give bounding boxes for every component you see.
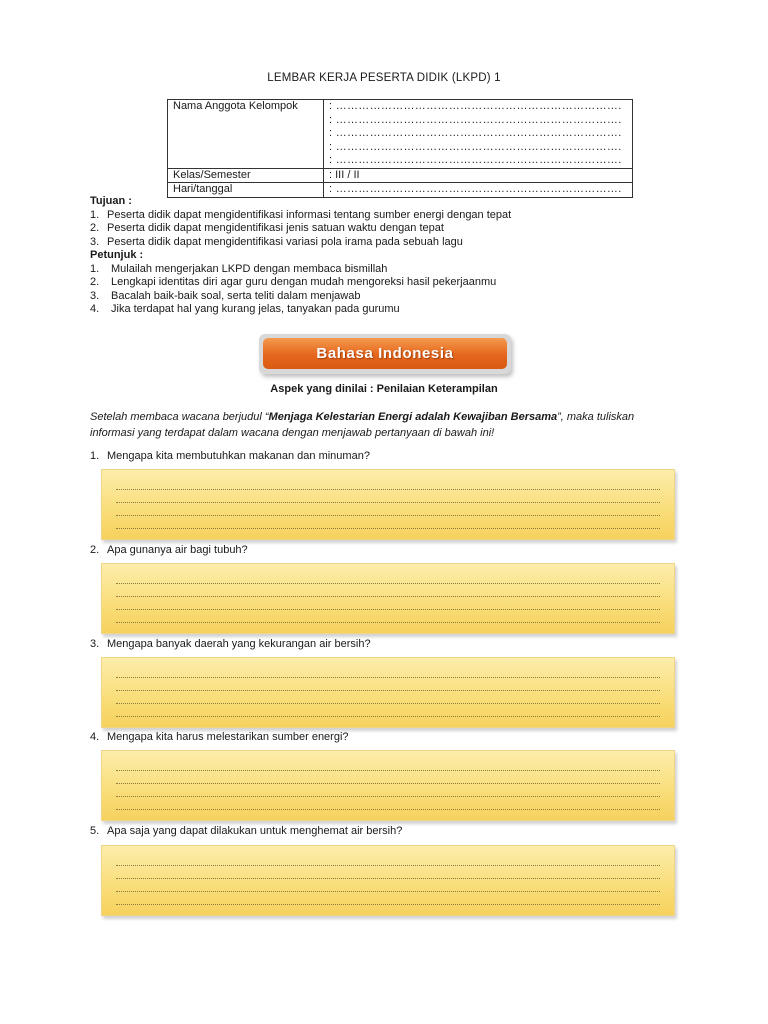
answer-line (116, 879, 660, 892)
class-semester-value: : III / II (324, 168, 633, 183)
member-line-4[interactable]: : …………………………………………………………………. (329, 140, 622, 153)
objective-item: 3. Peserta didik dapat mengidentifikasi variasi pola irama pada sebuah lagu (90, 235, 463, 248)
identity-table (167, 99, 633, 198)
answer-line (116, 678, 660, 691)
answer-box-1[interactable] (101, 469, 675, 540)
question-4: 4. Mengapa kita harus melestarikan sumber energi? (90, 731, 349, 743)
answer-box-3[interactable] (101, 657, 675, 728)
answer-line (116, 665, 660, 678)
instruction-item: 2. Lengkapi identitas diri agar guru dengan mudah mengoreksi hasil pekerjaanmu (90, 276, 497, 288)
answer-line (116, 797, 660, 810)
member-line-2[interactable]: : …………………………………………………………………. (329, 113, 622, 126)
day-date-field[interactable]: : …………………………………………………………………. (329, 183, 622, 195)
question-1: 1. Mengapa kita membutuhkan makanan dan minuman? (90, 450, 370, 462)
question-2: 2. Apa gunanya air bagi tubuh? (90, 544, 248, 556)
reading-title: Menjaga Kelestarian Energi adalah Kewajiban Bersama (268, 411, 558, 423)
answer-line (116, 490, 660, 503)
answer-line (116, 771, 660, 784)
answer-line (116, 892, 660, 905)
answer-line (116, 610, 660, 623)
group-members-label: Nama Anggota Kelompok (168, 100, 324, 169)
answer-line (116, 516, 660, 529)
class-semester-label: Kelas/Semester (168, 168, 324, 183)
answer-line (116, 597, 660, 610)
answer-line (116, 584, 660, 597)
member-line-1[interactable]: : …………………………………………………………………. (329, 100, 622, 112)
instruction-item: 3. Bacalah baik-baik soal, serta teliti dalam menjawab (90, 289, 361, 302)
instruction-item: 4. Jika terdapat hal yang kurang jelas, tanyakan pada gurumu (90, 303, 400, 315)
answer-line (116, 758, 660, 771)
objectives-heading: Tujuan : (90, 195, 132, 207)
question-3: 3. Mengapa banyak daerah yang kekurangan air bersih? (90, 638, 371, 650)
instruction-item: 1. Mulailah mengerjakan LKPD dengan membaca bismillah (90, 262, 388, 275)
assessment-aspect: Aspek yang dinilai : Penilaian Keterampilan (270, 383, 498, 395)
objective-item: 2. Peserta didik dapat mengidentifikasi jenis satuan waktu dengan tepat (90, 222, 444, 234)
worksheet-title: LEMBAR KERJA PESERTA DIDIK (LKPD) 1 (267, 72, 501, 84)
instructions-heading: Petunjuk : (90, 249, 144, 261)
answer-line (116, 571, 660, 584)
instruction-paragraph: Setelah membaca wacana berjudul “Menjaga Kelestarian Energi adalah Kewajiban Bersama”, maka tuliskan informasi yang terdapat dalam wacana dengan menjawab pertanyaan di bawah ini! (90, 411, 635, 439)
member-line-5[interactable]: : …………………………………………………………………. (329, 154, 622, 166)
day-date-label: Hari/tanggal (168, 183, 324, 198)
objectives-section (90, 195, 511, 249)
answer-line (116, 784, 660, 797)
question-5: 5. Apa saja yang dapat dilakukan untuk menghemat air bersih? (90, 825, 403, 837)
group-members-fields[interactable] (324, 100, 633, 169)
answer-line (116, 853, 660, 866)
answer-box-2[interactable] (101, 563, 675, 634)
subject-banner-label: Bahasa Indonesia (263, 338, 507, 369)
answer-line (116, 477, 660, 490)
answer-line (116, 691, 660, 704)
answer-line (116, 503, 660, 516)
answer-box-4[interactable] (101, 750, 675, 821)
member-line-3[interactable]: : …………………………………………………………………. (329, 127, 622, 139)
instructions-section (90, 249, 496, 317)
answer-line (116, 866, 660, 879)
subject-banner (259, 334, 511, 374)
answer-line (116, 704, 660, 717)
objective-item: 1. Peserta didik dapat mengidentifikasi informasi tentang sumber energi dengan tepat (90, 208, 512, 221)
answer-box-5[interactable] (101, 845, 675, 916)
